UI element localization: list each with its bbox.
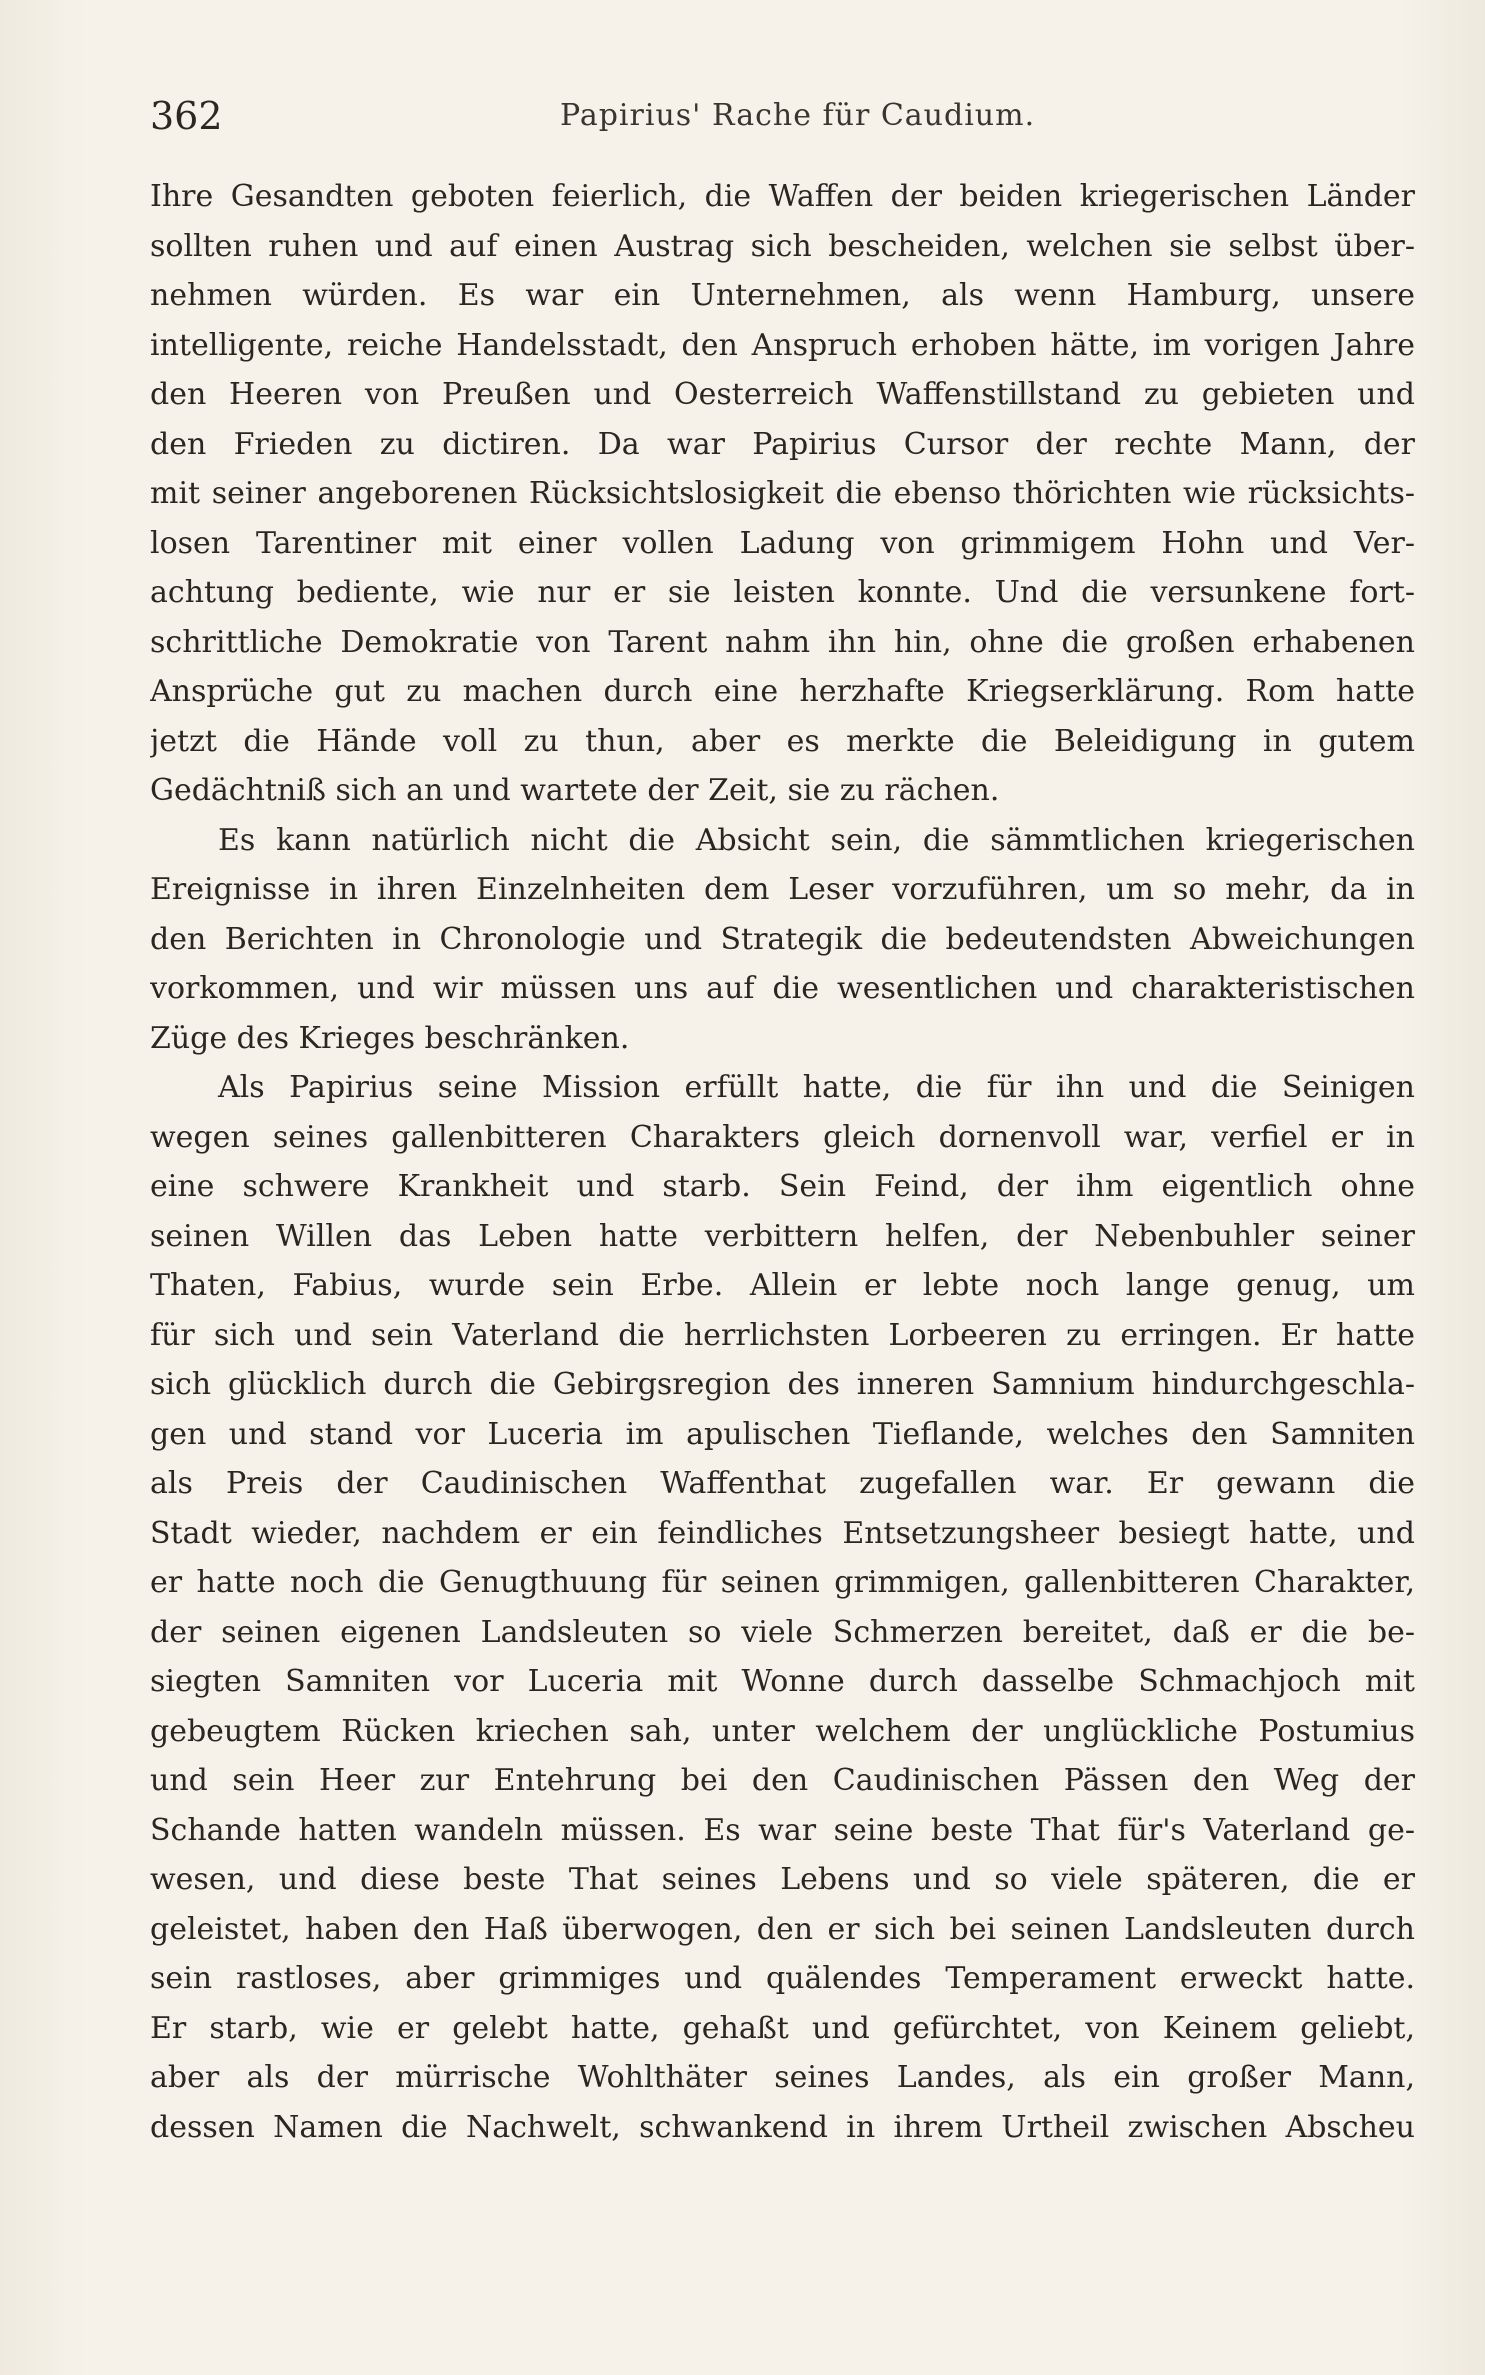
text-line: achtung bediente, wie nur er sie leisten konnte. Und die versunkene fort-	[150, 575, 1415, 610]
text-line: dessen Namen die Nachwelt, schwankend in ihrem Urtheil zwischen Abscheu	[150, 2109, 1415, 2145]
text-line: mit seiner angeborenen Rücksichtslosigkeit die ebenso thörichten wie rücksichts-	[150, 476, 1415, 511]
text-line: für sich und sein Vaterland die herrlichsten Lorbeeren zu erringen. Er hatte	[150, 1317, 1415, 1353]
text-line: Es kann natürlich nicht die Absicht sein, die sämmtlichen kriegerischen	[218, 822, 1415, 858]
text-line: den Berichten in Chronologie und Strategik die bedeutendsten Abweichungen	[150, 921, 1415, 957]
text-line: geleistet, haben den Haß überwogen, den er sich bei seinen Landsleuten durch	[150, 1911, 1415, 1947]
text-line: Schande hatten wandeln müssen. Es war seine beste That für's Vaterland ge-	[150, 1812, 1415, 1848]
page-number: 362	[150, 94, 223, 138]
text-line: Er starb, wie er gelebt hatte, gehaßt und gefürchtet, von Keinem geliebt,	[150, 2010, 1415, 2046]
text-line: gebeugtem Rücken kriechen sah, unter welchem der unglückliche Postumius	[150, 1713, 1415, 1749]
text-line: eine schwere Krankheit und starb. Sein Feind, der ihm eigentlich ohne	[150, 1169, 1415, 1204]
text-line: jetzt die Hände voll zu thun, aber es merkte die Beleidigung in gutem	[150, 723, 1415, 759]
text-line: wegen seines gallenbitteren Charakters gleich dornenvoll war, verfiel er in	[150, 1119, 1415, 1155]
text-line: sollten ruhen und auf einen Austrag sich bescheiden, welchen sie selbst über-	[150, 228, 1415, 264]
body-text	[150, 172, 1415, 2152]
text-line: wesen, und diese beste That seines Lebens und so viele späteren, die er	[150, 1862, 1415, 1897]
text-line: sein rastloses, aber grimmiges und quälendes Temperament erweckt hatte.	[150, 1961, 1415, 1996]
text-line: Züge des Krieges beschränken.	[150, 1020, 630, 1056]
text-line: aber als der mürrische Wohlthäter seines Landes, als ein großer Mann,	[150, 2060, 1415, 2095]
text-line: den Frieden zu dictiren. Da war Papirius Cursor der rechte Mann, der	[150, 426, 1415, 462]
text-line: und sein Heer zur Entehrung bei den Caudinischen Pässen den Weg der	[150, 1763, 1415, 1798]
text-line: sich glücklich durch die Gebirgsregion des inneren Samnium hindurchgeschla-	[150, 1367, 1415, 1402]
text-line: schrittliche Demokratie von Tarent nahm ihn hin, ohne die großen erhabenen	[150, 624, 1415, 660]
text-line: Stadt wieder, nachdem er ein feindliches Entsetzungsheer besiegt hatte, und	[150, 1515, 1415, 1551]
text-line: intelligente, reiche Handelsstadt, den Anspruch erhoben hätte, im vorigen Jahre	[150, 327, 1415, 363]
running-title: Papirius' Rache für Caudium.	[560, 98, 1036, 133]
text-line: gen und stand vor Luceria im apulischen Tieflande, welches den Samniten	[150, 1416, 1415, 1452]
text-line: siegten Samniten vor Luceria mit Wonne durch dasselbe Schmachjoch mit	[150, 1664, 1415, 1699]
text-line: als Preis der Caudinischen Waffenthat zugefallen war. Er gewann die	[150, 1466, 1415, 1501]
page-header	[150, 88, 1420, 144]
text-line: seinen Willen das Leben hatte verbittern helfen, der Nebenbuhler seiner	[150, 1218, 1415, 1254]
text-line: Ihre Gesandten geboten feierlich, die Waffen der beiden kriegerischen Länder	[150, 179, 1415, 214]
text-line: Thaten, Fabius, wurde sein Erbe. Allein er lebte noch lange genug, um	[150, 1268, 1415, 1303]
text-line: vorkommen, und wir müssen uns auf die wesentlichen und charakteristischen	[150, 971, 1415, 1006]
text-line: Gedächtniß sich an und wartete der Zeit, sie zu rächen.	[150, 773, 1000, 808]
text-line: Ereignisse in ihren Einzelnheiten dem Leser vorzuführen, um so mehr, da in	[150, 872, 1415, 907]
text-line: er hatte noch die Genugthuung für seinen grimmigen, gallenbitteren Charakter,	[150, 1565, 1415, 1600]
text-line: losen Tarentiner mit einer vollen Ladung von grimmigem Hohn und Ver-	[150, 525, 1415, 561]
text-line: nehmen würden. Es war ein Unternehmen, als wenn Hamburg, unsere	[150, 278, 1415, 313]
text-line: den Heeren von Preußen und Oesterreich Waffenstillstand zu gebieten und	[150, 377, 1415, 412]
text-line: Als Papirius seine Mission erfüllt hatte, die für ihn und die Seinigen	[218, 1070, 1415, 1105]
text-line: Ansprüche gut zu machen durch eine herzhafte Kriegserklärung. Rom hatte	[150, 674, 1415, 709]
text-line: der seinen eigenen Landsleuten so viele Schmerzen bereitet, daß er die be-	[150, 1614, 1415, 1650]
